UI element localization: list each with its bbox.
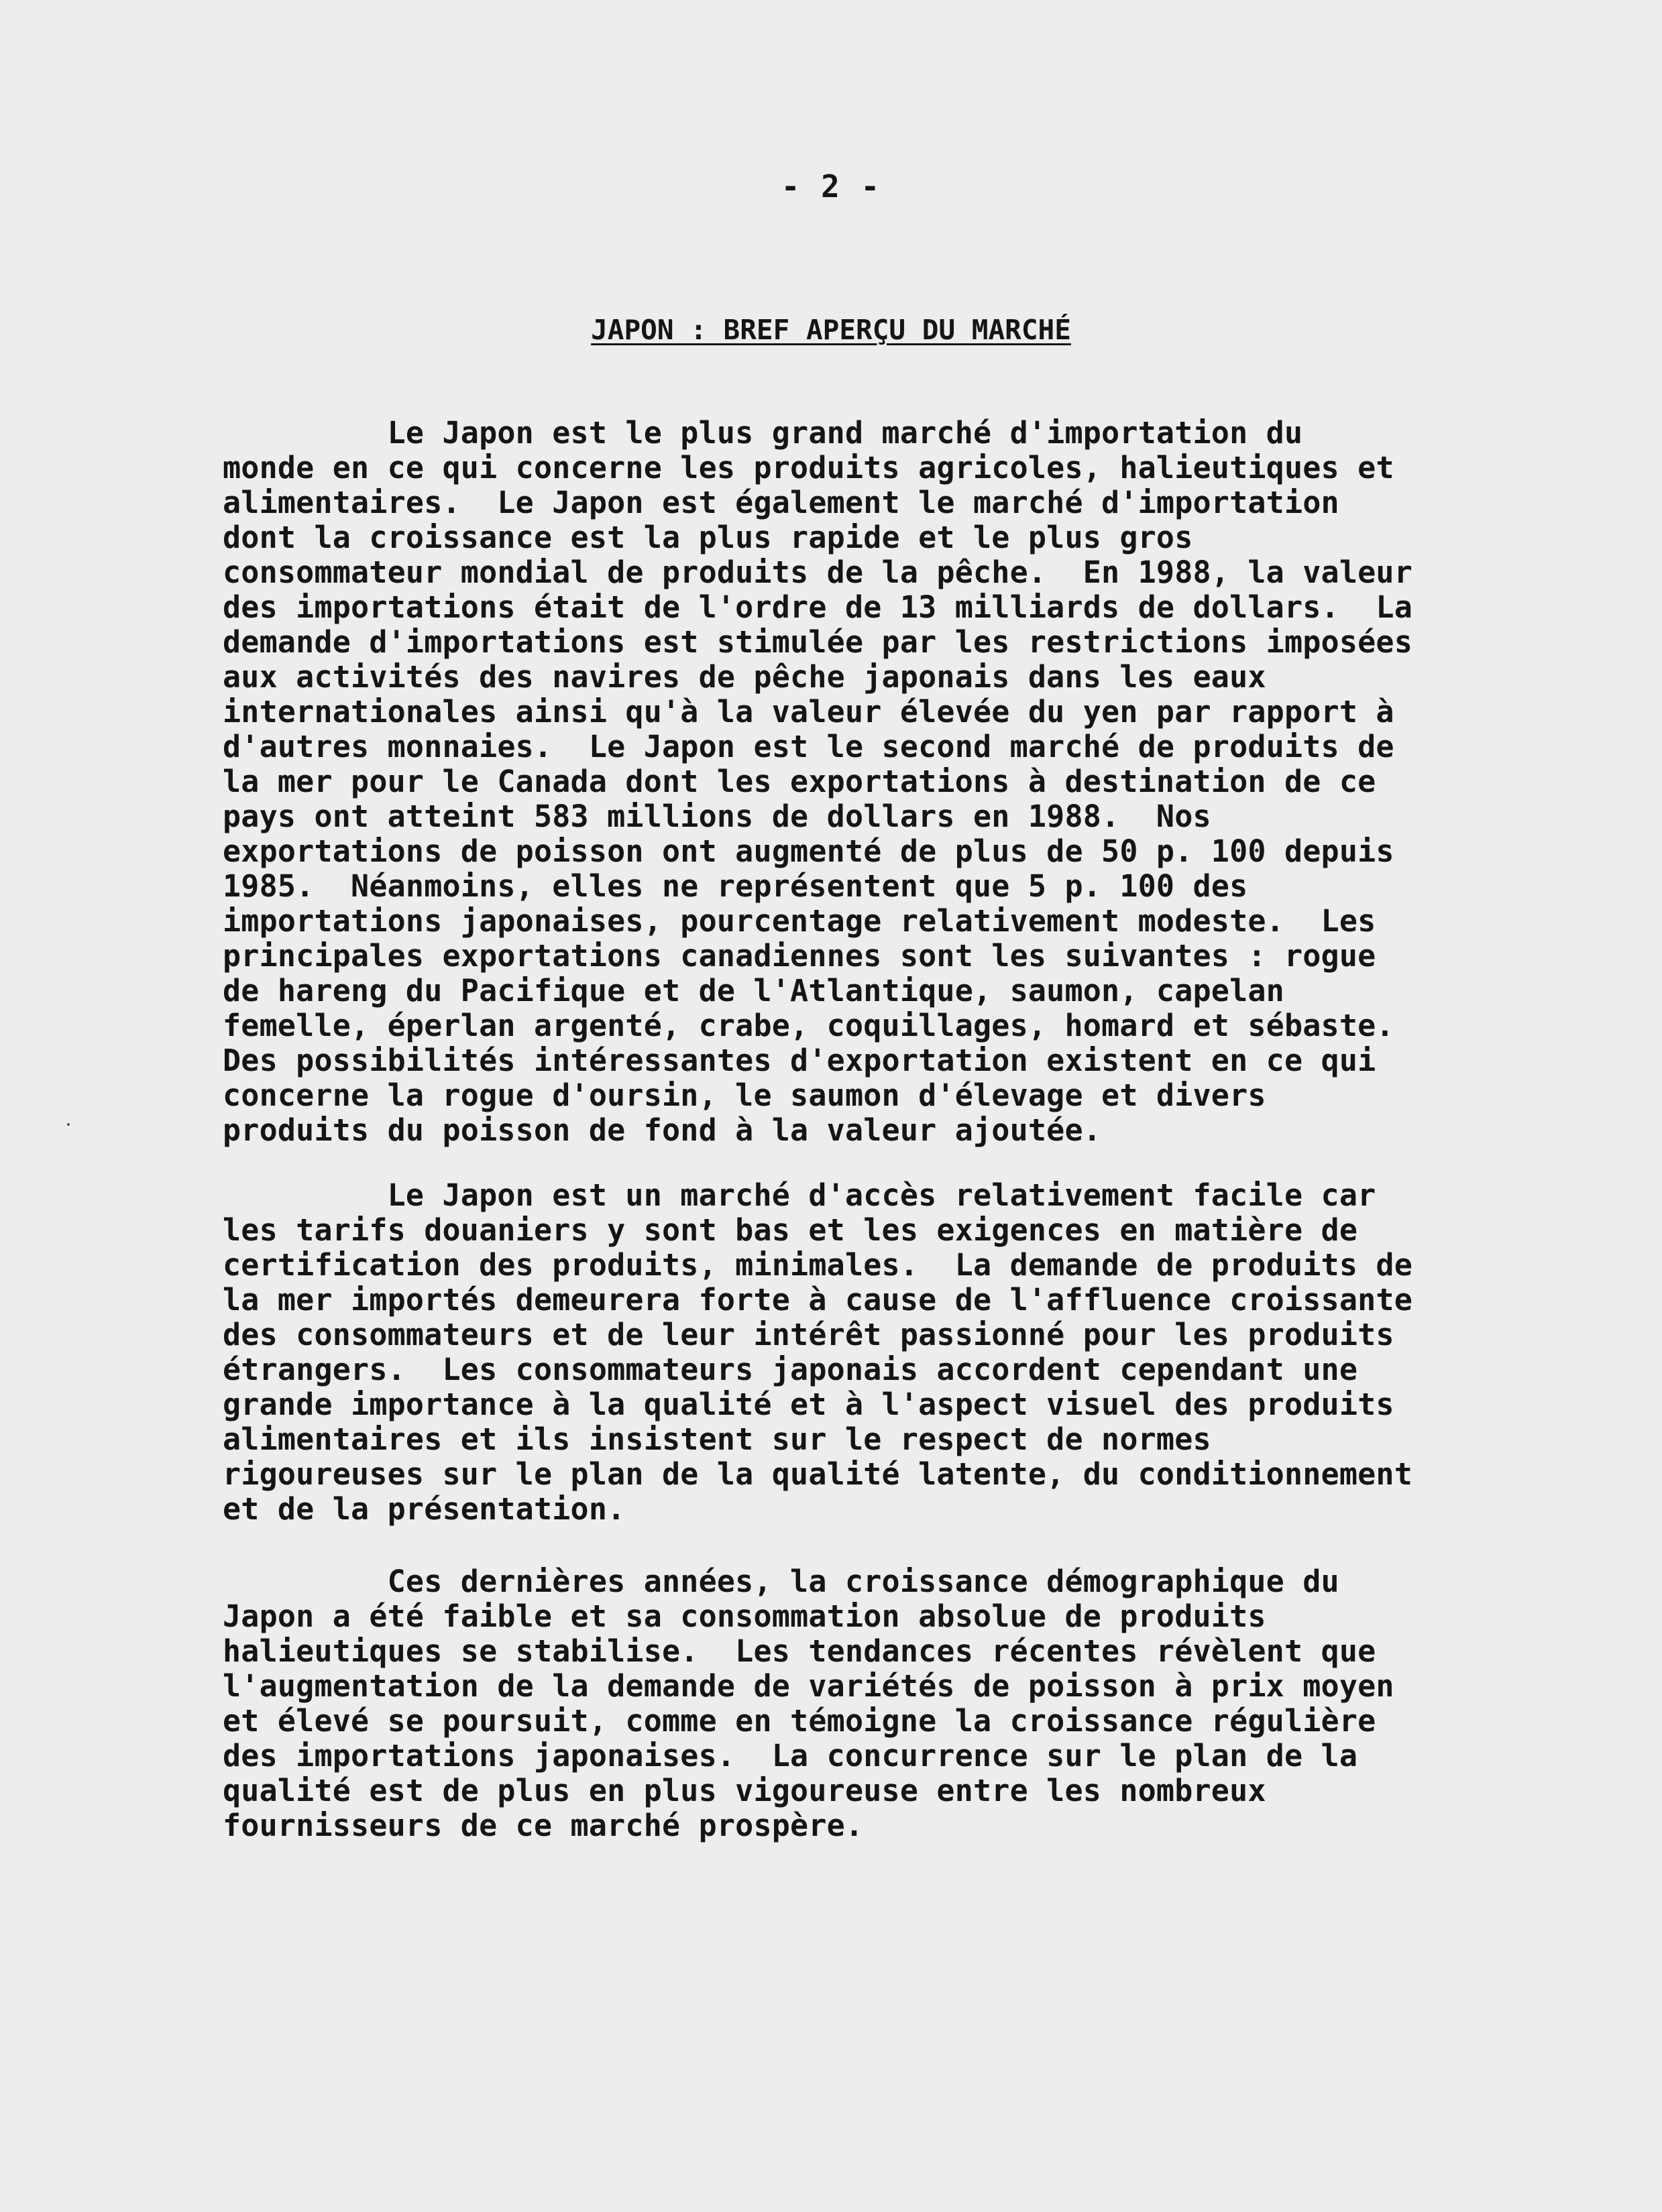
text-line: grande importance à la qualité et à l'aspect visuel des produits [223,1387,1394,1422]
text-line: femelle, éperlan argenté, crabe, coquillages, homard et sébaste. [223,1008,1394,1043]
text-line: dont la croissance est la plus rapide et le plus gros [223,520,1193,555]
text-line: et élevé se poursuit, comme en témoigne la croissance régulière [223,1703,1376,1739]
text-line: de hareng du Pacifique et de l'Atlantique, saumon, capelan [223,973,1284,1008]
text-line: alimentaires. Le Japon est également le marché d'importation [223,485,1339,520]
text-line: et de la présentation. [223,1491,626,1527]
text-line: l'augmentation de la demande de variétés de poisson à prix moyen [223,1668,1394,1704]
text-line: des importations était de l'ordre de 13 milliards de dollars. La [223,589,1412,625]
text-line: fournisseurs de ce marché prospère. [223,1808,864,1843]
text-line: concerne la rogue d'oursin, le saumon d'élevage et divers [223,1078,1266,1113]
text-line: monde en ce qui concerne les produits agricoles, halieutiques et [223,450,1394,485]
text-line: alimentaires et ils insistent sur le respect de normes [223,1421,1211,1457]
text-line: la mer importés demeurera forte à cause de l'affluence croissante [223,1282,1412,1318]
text-line: Des possibilités intéressantes d'exportation existent en ce qui [223,1043,1376,1078]
text-line: Ces dernières années, la croissance démographique du [223,1564,1339,1599]
text-line: exportations de poisson ont augmenté de plus de 50 p. 100 depuis [223,833,1394,869]
text-line: halieutiques se stabilise. Les tendances récentes révèlent que [223,1633,1376,1669]
text-line: internationales ainsi qu'à la valeur élevée du yen par rapport à [223,694,1394,730]
text-line: 1985. Néanmoins, elles ne représentent que 5 p. 100 des [223,868,1248,904]
paragraph-1 [223,416,1412,1148]
text-line: la mer pour le Canada dont les exportations à destination de ce [223,764,1376,799]
text-line: demande d'importations est stimulée par les restrictions imposées [223,624,1412,660]
text-line: consommateur mondial de produits de la pêche. En 1988, la valeur [223,555,1412,590]
text-line: Le Japon est un marché d'accès relativement facile car [223,1177,1376,1213]
scan-speck [67,1123,70,1126]
text-line: des consommateurs et de leur intérêt passionné pour les produits [223,1317,1394,1352]
page-title: JAPON : BREF APERÇU DU MARCHÉ [591,314,1071,346]
text-line: d'autres monnaies. Le Japon est le second marché de produits de [223,729,1394,764]
text-line: des importations japonaises. La concurrence sur le plan de la [223,1738,1358,1773]
text-line: étrangers. Les consommateurs japonais accordent cependant une [223,1352,1358,1387]
text-line: les tarifs douaniers y sont bas et les exigences en matière de [223,1212,1358,1248]
text-line: produits du poisson de fond à la valeur ajoutée. [223,1112,1102,1148]
text-line: Japon a été faible et sa consommation absolue de produits [223,1598,1266,1634]
text-line: rigoureuses sur le plan de la qualité latente, du conditionnement [223,1456,1412,1492]
text-line: importations japonaises, pourcentage relativement modeste. Les [223,903,1376,939]
paragraph-3 [223,1564,1394,1843]
text-line: aux activités des navires de pêche japonais dans les eaux [223,659,1266,695]
text-line: certification des produits, minimales. La demande de produits de [223,1247,1412,1283]
text-line: Le Japon est le plus grand marché d'importation du [223,415,1303,451]
paragraph-2 [223,1178,1412,1527]
page-number: - 2 - [781,168,881,205]
text-line: qualité est de plus en plus vigoureuse entre les nombreux [223,1773,1266,1808]
text-line: principales exportations canadiennes sont les suivantes : rogue [223,938,1376,974]
text-line: pays ont atteint 583 millions de dollars en 1988. Nos [223,799,1211,834]
